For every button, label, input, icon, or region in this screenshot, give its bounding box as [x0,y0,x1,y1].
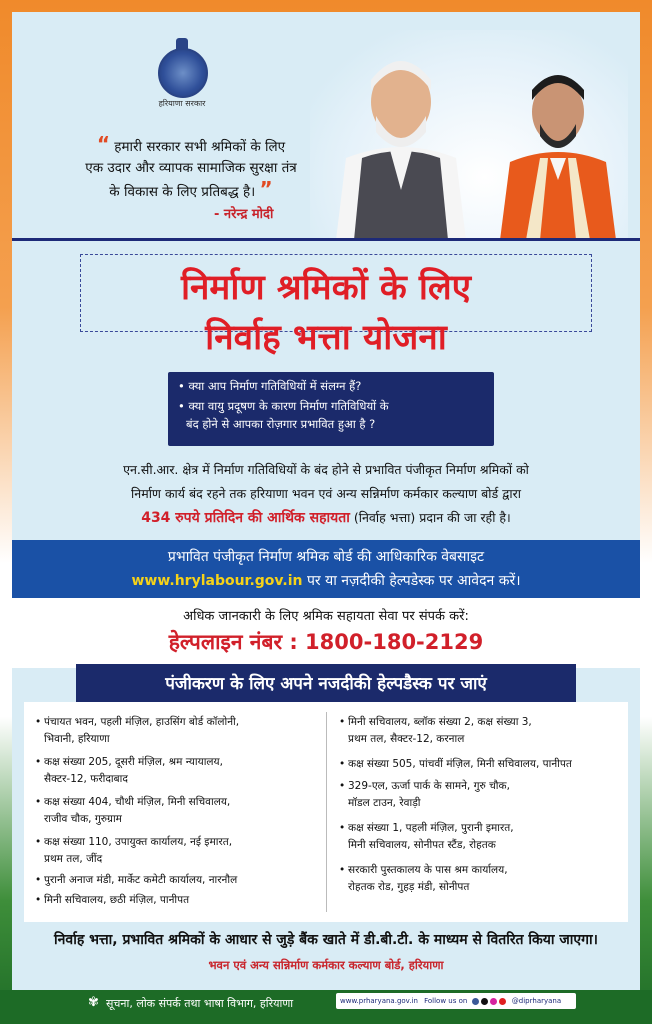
department-name: सूचना, लोक संपर्क तथा भाषा विभाग, हरियाणा [106,997,294,1010]
question-1: • क्या आप निर्माण गतिविधियों में संलग्न हैं? [178,379,362,393]
quote-line-1: हमारी सरकार सभी श्रमिकों के लिए [114,139,286,155]
helpdesk-left-1: • पंचायत भवन, पहली मंज़िल, हाउसिंग बोर्ड कॉलोनी, भिवानी, हरियाणा [44,714,239,748]
website-band-rest: पर या नज़दीकी हेल्पडेस्क पर आवेदन करें। [302,573,521,589]
quote-line-2: एक उदार और व्यापक सामाजिक सुरक्षा तंत्र [85,160,297,176]
quote-author: - नरेन्द्र मोदी [214,207,274,222]
dbt-statement: निर्वाह भत्ता, प्रभावित श्रमिकों के आधार से जुड़े बैंक खाते में डी.बी.टी. के माध्यम से वितरित किया जाएगा। [54,932,598,948]
facebook-icon[interactable] [472,998,479,1005]
emblem-label: हरियाणा सरकार [158,99,206,108]
contact-info: अधिक जानकारी के लिए श्रमिक सहायता सेवा पर संपर्क करें: [183,609,469,624]
registration-heading: पंजीकरण के लिए अपने नजदीकी हेल्पडैस्क पर जाएं [165,674,487,694]
scheme-description [30,458,622,530]
helpdesk-left-6: • मिनी सचिवालय, छठी मंज़िल, पानीपत [44,892,189,909]
helpdesk-right-2: • कक्ष संख्या 505, पांचवीं मंज़िल, मिनी सचिवालय, पानीपत [348,756,572,773]
department-logo-icon: ✾ [88,995,99,1010]
website-link[interactable]: www.hrylabour.gov.in [131,573,303,589]
follow-label: Follow us on [424,997,468,1005]
helpdesk-left-3: • कक्ष संख्या 404, चौथी मंज़िल, मिनी सचिवालय, राजीव चौक, गुरुग्राम [44,794,230,828]
helpdesk-left-2: • कक्ष संख्या 205, दूसरी मंज़िल, श्रम न्यायालय, सैक्टर-12, फरीदाबाद [44,754,223,788]
footer-website-link[interactable]: www.prharyana.gov.in [340,997,418,1005]
column-divider [326,712,327,912]
helpline-number[interactable]: हेल्पलाइन नंबर : 1800-180-2129 [168,630,484,654]
youtube-icon[interactable] [499,998,506,1005]
close-quote-icon: ” [259,177,273,201]
helpdesk-right-1: • मिनी सचिवालय, ब्लॉक संख्या 2, कक्ष संख्या 3, प्रथम तल, सैक्टर-12, करनाल [348,714,532,748]
quote-line-3: के विकास के लिए प्रतिबद्ध है। [109,184,256,200]
leader-photo-2 [496,62,620,240]
helpdesk-right-5: • सरकारी पुस्तकालय के पास श्रम कार्यालय, रोहतक रोड, गुहड़ मंडी, सोनीपत [348,862,508,896]
social-handle[interactable]: @diprharyana [511,997,562,1005]
helpdesk-right-3: • 329-एल, ऊर्जा पार्क के सामने, गुरु चौक, मॉडल टाउन, रेवाड़ी [348,778,510,812]
assistance-amount: 434 रुपये प्रतिदिन की आर्थिक सहायता [141,510,350,526]
helpdesk-left-4: • कक्ष संख्या 110, उपायुक्त कार्यालय, नई इमारत, प्रथम तल, जींद [44,834,232,868]
social-strip [336,993,576,1009]
question-2: • क्या वायु प्रदूषण के कारण निर्माण गतिविधियों के [178,399,389,413]
description-line-2: निर्माण कार्य बंद रहने तक हरियाणा भवन एवं अन्य सन्निर्माण कर्मकार कल्याण बोर्ड द्वारा [131,486,521,501]
scheme-title-line-2: निर्वाह भत्ता योजना [205,318,447,358]
pm-quote [56,134,326,203]
x-icon[interactable] [481,998,488,1005]
board-name: भवन एवं अन्य सन्निर्माण कर्मकार कल्याण बोर्ड, हरियाणा [208,958,444,972]
website-band-line-1: प्रभावित पंजीकृत निर्माण श्रमिक बोर्ड की आधिकारिक वेबसाइट [167,549,485,565]
haryana-emblem-icon [158,48,208,98]
instagram-icon[interactable] [490,998,497,1005]
open-quote-icon: “ [96,132,110,156]
helpdesk-left-5: • पुरानी अनाज मंडी, मार्केट कमेटी कार्यालय, नारनौल [44,872,237,889]
leader-photo-1 [326,40,476,240]
website-band-line-2 [12,570,640,592]
divider [12,238,640,241]
question-2-cont: बंद होने से आपका रोज़गार प्रभावित हुआ है ? [186,417,376,431]
helpdesk-right-4: • कक्ष संख्या 1, पहली मंज़िल, पुरानी इमारत, मिनी सचिवालय, सोनीपत स्टैंड, रोहतक [348,820,514,854]
scheme-title-line-1: निर्माण श्रमिकों के लिए [180,268,472,308]
description-line-3: (निर्वाह भत्ता) प्रदान की जा रही है। [349,510,511,525]
description-line-1: एन.सी.आर. क्षेत्र में निर्माण गतिविधियों के बंद होने से प्रभावित पंजीकृत निर्माण श्रमिकों को [123,462,529,477]
